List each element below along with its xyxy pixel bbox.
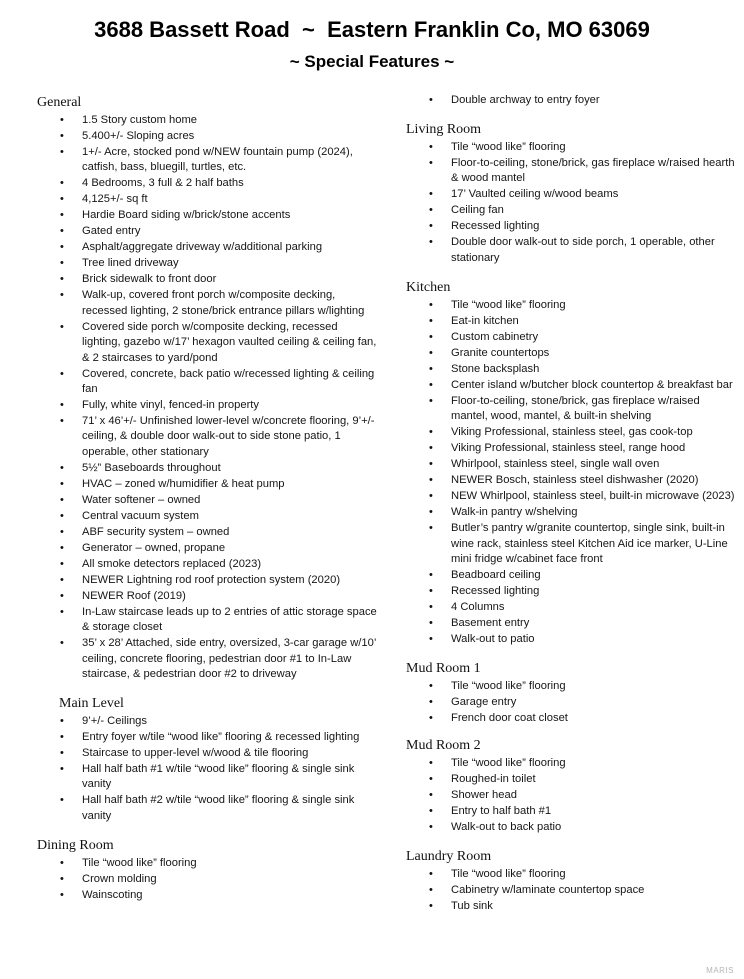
list-item: • Tile “wood like” flooring — [406, 756, 736, 771]
list-item: • Butler’s pantry w/granite countertop, single sink, built-in wine rack, stainless steel Kitchen Aid ice marker, U-Line mini fridge w/cabinet face front — [406, 521, 736, 567]
list-item: • Viking Professional, stainless steel, range hood — [406, 441, 736, 456]
main-level-list — [37, 714, 377, 824]
list-item: • Basement entry — [406, 616, 736, 631]
list-item: • Fully, white vinyl, fenced-in property — [37, 398, 377, 413]
list-item: • NEWER Bosch, stainless steel dishwasher (2020) — [406, 473, 736, 488]
living-room-list — [406, 140, 736, 266]
list-item: • All smoke detectors replaced (2023) — [37, 557, 377, 572]
list-item: • French door coat closet — [406, 711, 736, 726]
list-item: • HVAC – zoned w/humidifier & heat pump — [37, 477, 377, 492]
section-heading-laundry-room: Laundry Room — [406, 849, 492, 865]
list-item: • Custom cabinetry — [406, 330, 736, 345]
list-item: • Tub sink — [406, 899, 736, 914]
list-item: • 5.400+/- Sloping acres — [37, 129, 377, 144]
list-item: • 35’ x 28’ Attached, side entry, oversized, 3-car garage w/10’ ceiling, concrete flooring, pedestrian door #1 to In-Law staircase, & pedestrian door #2 to driveway — [37, 636, 377, 682]
entry-continued-list — [406, 93, 736, 108]
page-title: 3688 Bassett Road ~ Eastern Franklin Co, MO 63069 — [94, 17, 650, 42]
list-item: • Recessed lighting — [406, 219, 736, 234]
list-item: • Floor-to-ceiling, stone/brick, gas fireplace w/raised mantel, wood, mantel, & built-in shelving — [406, 394, 736, 425]
list-item: • Hall half bath #2 w/tile “wood like” flooring & single sink vanity — [37, 793, 377, 824]
list-item: • Wainscoting — [37, 888, 377, 903]
section-heading-mud-room-2: Mud Room 2 — [406, 738, 481, 754]
list-item: • Tile “wood like” flooring — [406, 140, 736, 155]
list-item: • Hall half bath #1 w/tile “wood like” flooring & single sink vanity — [37, 762, 377, 793]
list-item: • Gated entry — [37, 224, 377, 239]
list-item: • Tile “wood like” flooring — [37, 856, 377, 871]
list-item: • 9’+/- Ceilings — [37, 714, 377, 729]
mud-room-1-list — [406, 679, 736, 726]
list-item: • Garage entry — [406, 695, 736, 710]
list-item: • Tree lined driveway — [37, 256, 377, 271]
list-item: • Center island w/butcher block countertop & breakfast bar — [406, 378, 736, 393]
list-item: • Eat-in kitchen — [406, 314, 736, 329]
section-heading-general: General — [37, 95, 82, 110]
list-item: • Walk-out to patio — [406, 632, 736, 647]
dining-room-list — [37, 856, 377, 903]
list-item: • Cabinetry w/laminate countertop space — [406, 883, 736, 898]
list-item: • Covered side porch w/composite decking, recessed lighting, gazebo w/17’ hexagon vaulted ceiling & ceiling fan, & 2 staircases to yard/pond — [37, 320, 377, 366]
list-item: • Staircase to upper-level w/wood & tile flooring — [37, 746, 377, 761]
list-item: • Double archway to entry foyer — [406, 93, 736, 108]
list-item: • Walk-out to back patio — [406, 820, 736, 835]
list-item: • Shower head — [406, 788, 736, 803]
list-item: • Viking Professional, stainless steel, gas cook-top — [406, 425, 736, 440]
list-item: • 4 Columns — [406, 600, 736, 615]
list-item: • 1+/- Acre, stocked pond w/NEW fountain pump (2024), catfish, bass, bluegill, turtles, etc. — [37, 145, 377, 176]
section-heading-main-level: Main Level — [59, 696, 124, 712]
list-item: • Asphalt/aggregate driveway w/additional parking — [37, 240, 377, 255]
list-item: • Central vacuum system — [37, 509, 377, 524]
list-item: • Walk-in pantry w/shelving — [406, 505, 736, 520]
list-item: • Roughed-in toilet — [406, 772, 736, 787]
list-item: • Water softener – owned — [37, 493, 377, 508]
section-heading-kitchen: Kitchen — [406, 279, 451, 295]
list-item: • Recessed lighting — [406, 584, 736, 599]
kitchen-list — [406, 298, 736, 648]
list-item: • In-Law staircase leads up to 2 entries of attic storage space & storage closet — [37, 605, 377, 636]
list-item: • Whirlpool, stainless steel, single wall oven — [406, 457, 736, 472]
list-item: • Generator – owned, propane — [37, 541, 377, 556]
list-item: • 4 Bedrooms, 3 full & 2 half baths — [37, 176, 377, 191]
list-item: • Beadboard ceiling — [406, 568, 736, 583]
list-item: • ABF security system – owned — [37, 525, 377, 540]
list-item: • Crown molding — [37, 872, 377, 887]
list-item: • Floor-to-ceiling, stone/brick, gas fireplace w/raised hearth & wood mantel — [406, 156, 736, 187]
general-list — [37, 113, 377, 682]
laundry-room-list — [406, 867, 736, 914]
list-item: • NEWER Lightning rod roof protection system (2020) — [37, 573, 377, 588]
section-heading-dining-room: Dining Room — [37, 837, 114, 853]
list-item: • NEW Whirlpool, stainless steel, built-in microwave (2023) — [406, 489, 736, 504]
list-item: • 4,125+/- sq ft — [37, 192, 377, 207]
section-heading-mud-room-1: Mud Room 1 — [406, 661, 481, 677]
list-item: • Granite countertops — [406, 346, 736, 361]
list-item: • Hardie Board siding w/brick/stone accents — [37, 208, 377, 223]
list-item: • Stone backsplash — [406, 362, 736, 377]
list-item: • Entry foyer w/tile “wood like” flooring & recessed lighting — [37, 730, 377, 745]
list-item: • Double door walk-out to side porch, 1 operable, other stationary — [406, 235, 736, 266]
list-item: • Tile “wood like” flooring — [406, 298, 736, 313]
list-item: • 17’ Vaulted ceiling w/wood beams — [406, 187, 736, 202]
list-item: • 1.5 Story custom home — [37, 113, 377, 128]
list-item: • Tile “wood like” flooring — [406, 867, 736, 882]
list-item: • Tile “wood like” flooring — [406, 679, 736, 694]
left-column — [37, 94, 377, 904]
list-item: • NEWER Roof (2019) — [37, 589, 377, 604]
mud-room-2-list — [406, 756, 736, 835]
list-item: • Walk-up, covered front porch w/composite decking, recessed lighting, 2 stone/brick entrance pillars w/lighting — [37, 288, 377, 319]
watermark: MARIS — [706, 966, 734, 975]
list-item: • Brick sidewalk to front door — [37, 272, 377, 287]
page-subtitle: ~ Special Features ~ — [289, 52, 455, 71]
list-item: • Covered, concrete, back patio w/recessed lighting & ceiling fan — [37, 367, 377, 398]
right-column — [406, 93, 736, 915]
list-item: • 71’ x 46’+/- Unfinished lower-level w/concrete flooring, 9’+/- ceiling, & double door walk-out to side stone patio, 1 operable, other stationary — [37, 414, 377, 460]
list-item: • Ceiling fan — [406, 203, 736, 218]
list-item: • 5½” Baseboards throughout — [37, 461, 377, 476]
section-heading-living-room: Living Room — [406, 122, 482, 137]
list-item: • Entry to half bath #1 — [406, 804, 736, 819]
